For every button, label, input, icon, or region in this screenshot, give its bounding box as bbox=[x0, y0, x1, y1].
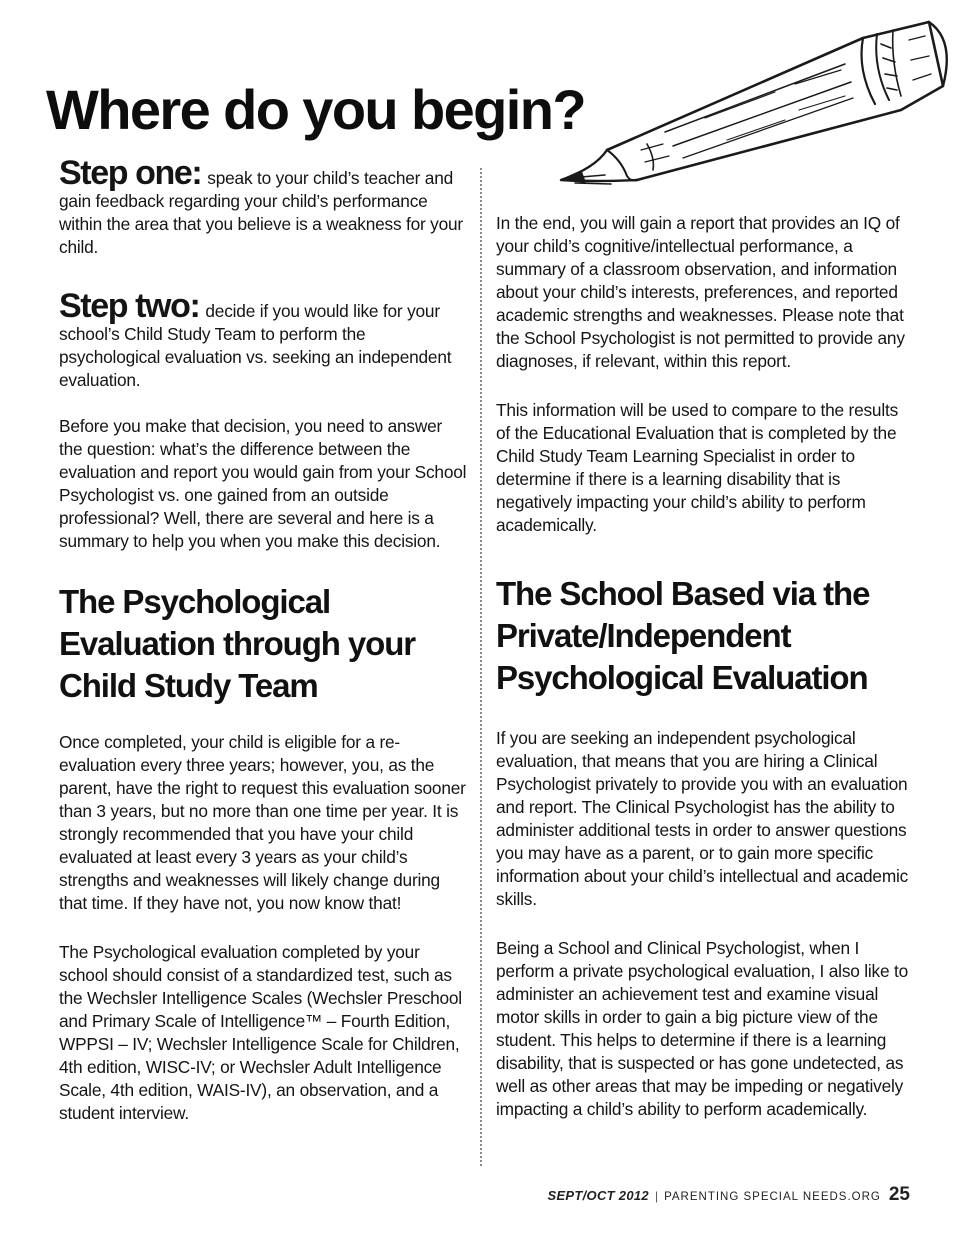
site-name: PARENTING SPECIAL NEEDS.ORG bbox=[664, 1191, 881, 1203]
school-evaluation-paragraph-2: The Psychological evaluation completed by your school should consist of a standardized test, such as the Wechsler Intelligence Scales (Wechsler Preschool and Primary Scale of Intelligence™ – Fourth Edition, WPPSI – IV; Wechsler Intelligence Scale for Children, 4th edition, WISC-IV; or Wechsler Adult Intelligence Scale, 4th edition, WAIS-IV), an observation, and a student interview. bbox=[59, 942, 462, 1123]
pencil-sketch-icon bbox=[545, 0, 955, 200]
comparison-paragraph: This information will be used to compare to the results of the Educational Evaluation that is completed by the Child Study Team Learning Specialist in order to determine if there is a learning disability that is negatively impacting your child’s ability to perform academically. bbox=[496, 400, 899, 535]
step-two-label: Step two: bbox=[59, 287, 200, 325]
report-summary-paragraph: In the end, you will gain a report that provides an IQ of your child’s cognitive/intellectual performance, a summary of a classroom observation, and information about your child’s interests, preferences, and reported academic strengths and weaknesses. Please note that the School Psychologist is not permitted to provide any diagnoses, if relevant, within this report. bbox=[496, 213, 905, 371]
page-footer bbox=[540, 1184, 910, 1206]
private-evaluation-paragraph-1: If you are seeking an independent psychological evaluation, that means that you are hiring a Clinical Psychologist privately to provide you with an evaluation and report. The Clinical Psychologist has the ability to administer additional tests in order to answer questions you may have as a parent, or to gain more specific information about your child’s intellectual and academic skills. bbox=[496, 728, 909, 909]
page-title: Where do you begin? bbox=[46, 78, 585, 141]
private-evaluation-heading: The School Based via the Private/Independent Psychological Evaluation bbox=[496, 575, 870, 696]
page-number: 25 bbox=[888, 1184, 910, 1205]
issue-date: SEPT/OCT 2012 bbox=[547, 1188, 649, 1203]
step-one-text: speak to your child’s teacher and gain feedback regarding your child’s performance within the area that you believe is a weakness for your child. bbox=[59, 168, 463, 257]
footer-separator: | bbox=[654, 1189, 659, 1203]
step-one-label: Step one: bbox=[59, 154, 202, 192]
left-column bbox=[59, 152, 469, 1125]
column-divider bbox=[480, 168, 482, 1166]
intro-paragraph: Before you make that decision, you need to answer the question: what’s the difference between the evaluation and report you would gain from your School Psychologist vs. one gained from an outside professional? Well, there are several and here is a summary to help you when you make this decision. bbox=[59, 416, 467, 551]
step-two-paragraph bbox=[59, 287, 469, 392]
school-evaluation-heading: The Psychological Evaluation through your Child Study Team bbox=[59, 583, 416, 704]
private-evaluation-paragraph-2: Being a School and Clinical Psychologist, when I perform a private psychological evaluation, I also like to administer an achievement test and examine visual motor skills in order to gain a big picture view of the student. This helps to determine if there is a learning disability, that is suspected or has gone undetected, as well as other areas that may be impeding or negatively impacting a child’s ability to perform academically. bbox=[496, 938, 909, 1119]
step-two-text: decide if you would like for your school’s Child Study Team to perform the psychological evaluation vs. seeking an independent evaluation. bbox=[59, 301, 452, 390]
step-one-paragraph bbox=[59, 152, 469, 259]
right-column bbox=[496, 212, 916, 1121]
school-evaluation-paragraph-1: Once completed, your child is eligible for a re-evaluation every three years; however, you, as the parent, have the right to request this evaluation sooner than 3 years, but no more than one time per year. It is strongly recommended that you have your child evaluated at least every 3 years as your child’s strengths and weaknesses will likely change during that time. If they have not, you now know that! bbox=[59, 732, 466, 913]
